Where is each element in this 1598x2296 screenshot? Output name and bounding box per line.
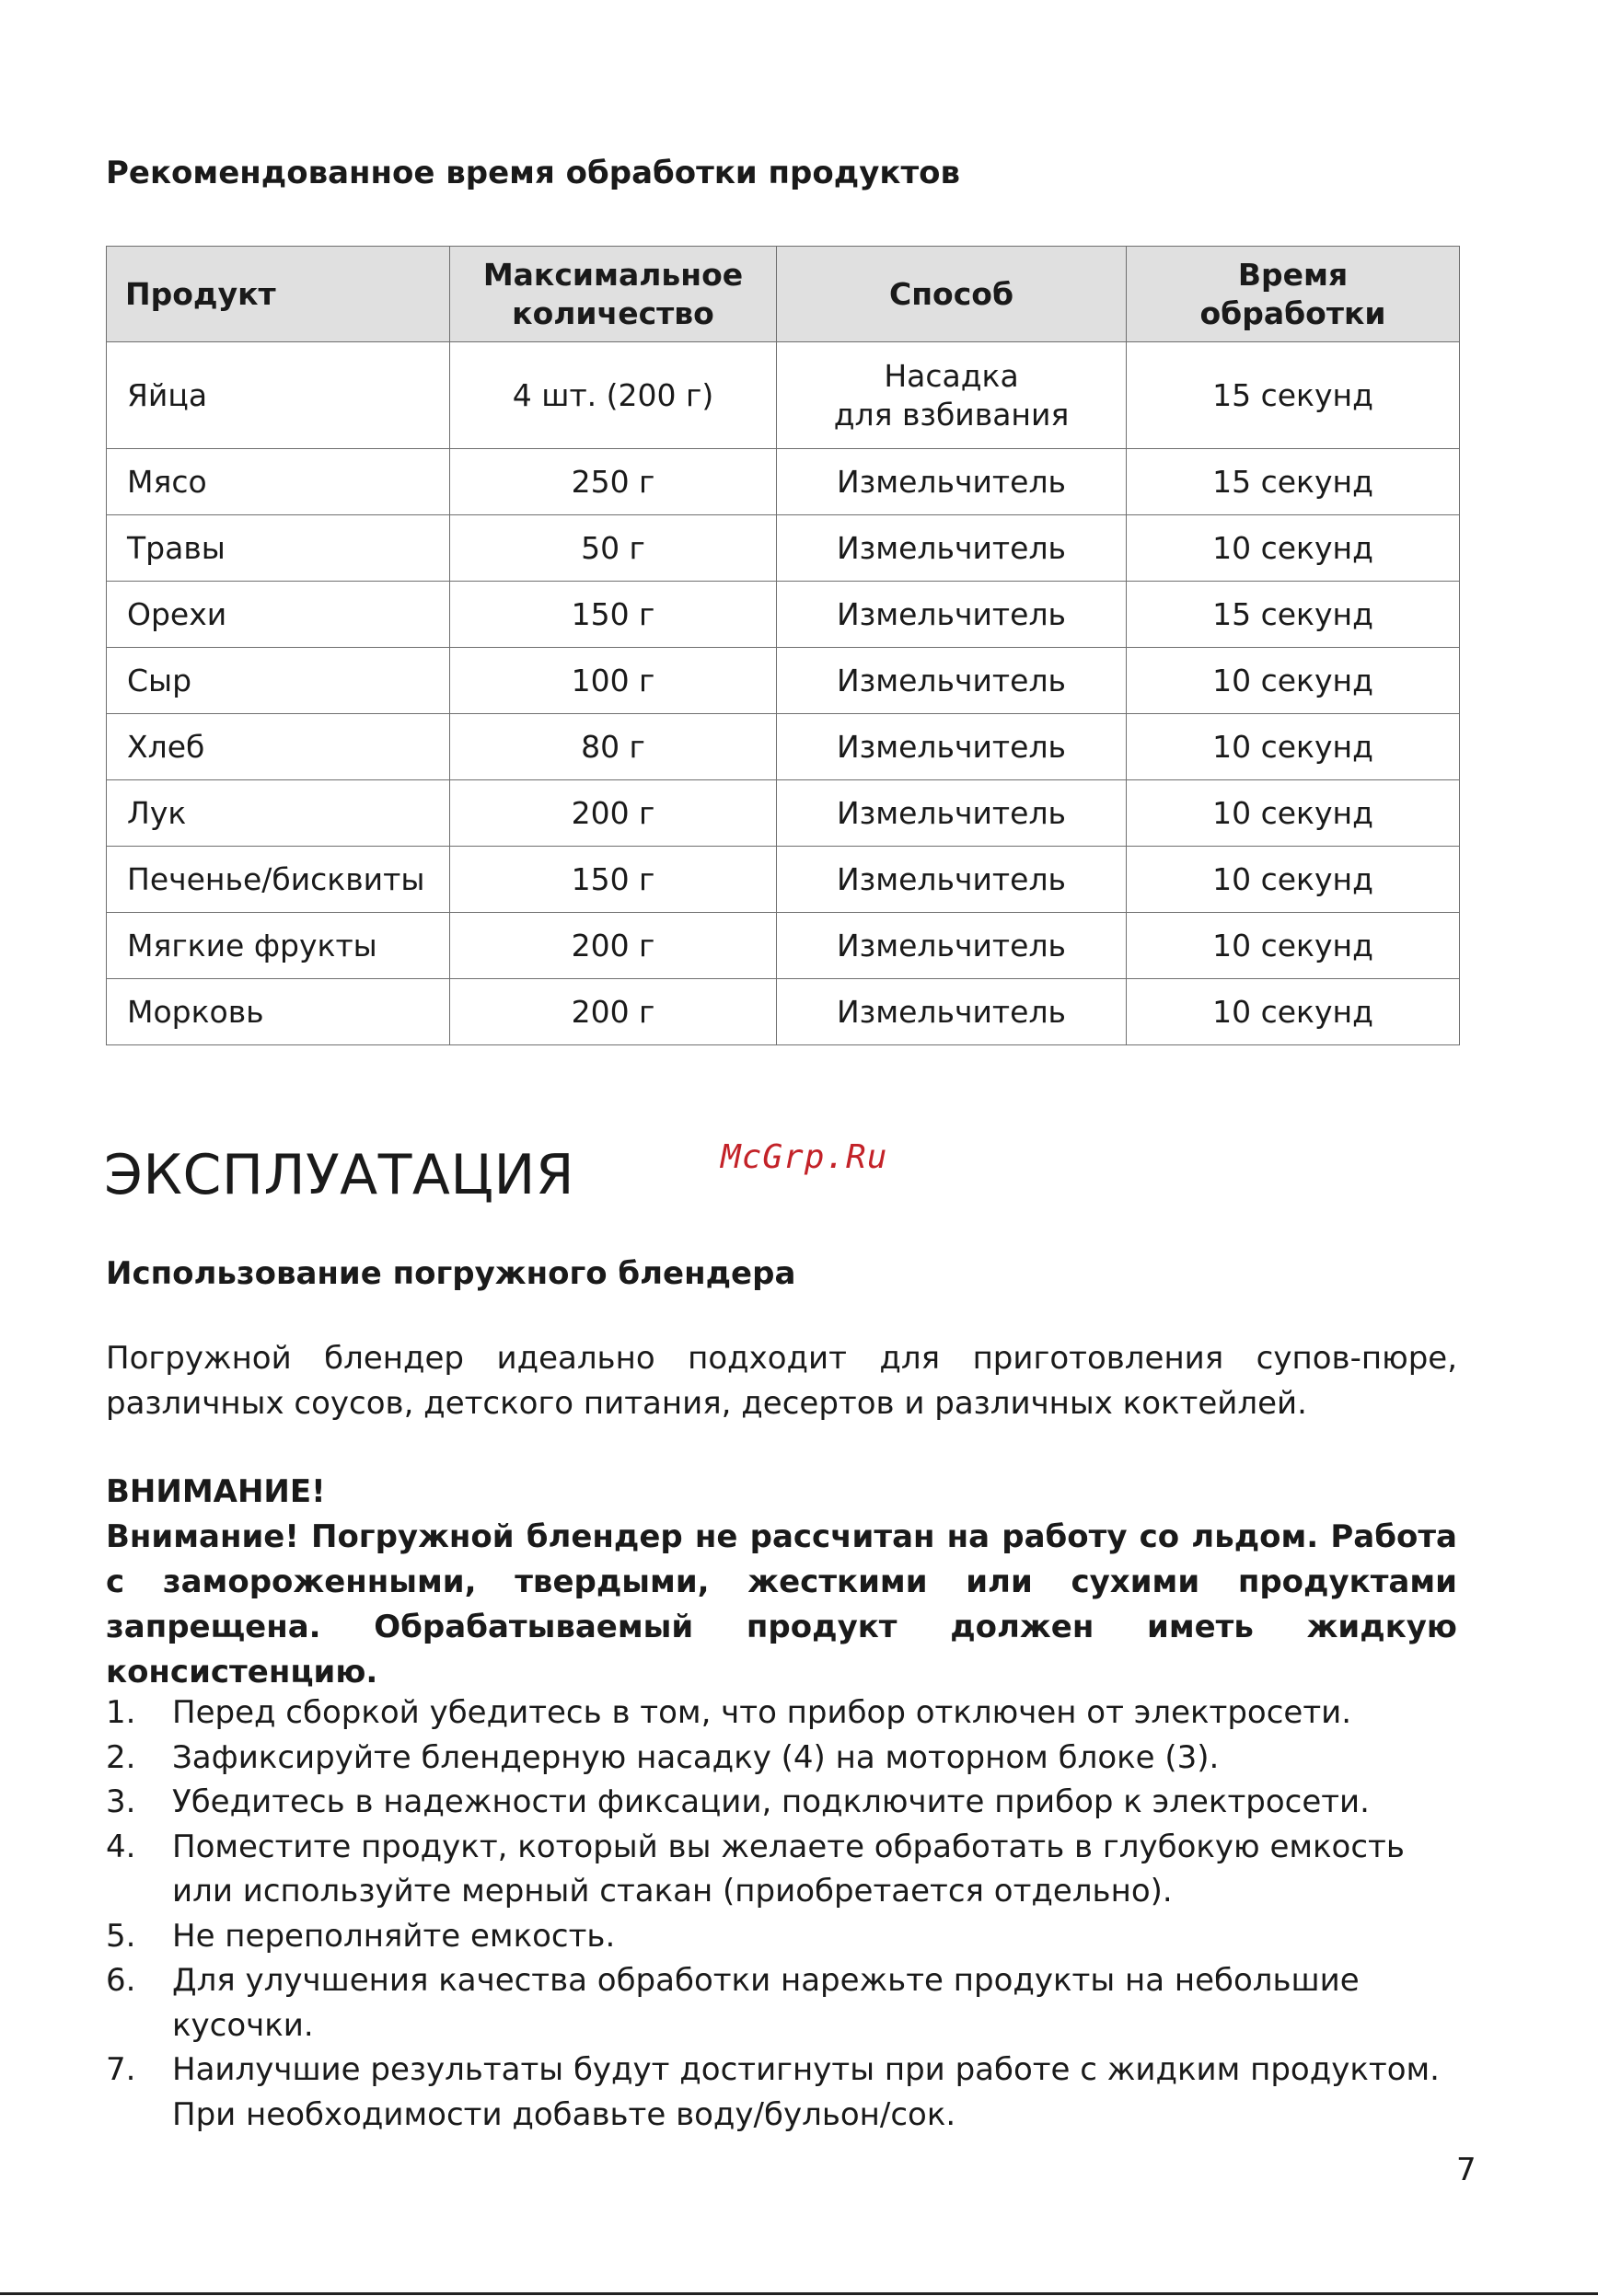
cell-time: 10 секунд: [1127, 648, 1460, 714]
cell-method: Измельчитель: [777, 582, 1127, 648]
list-item: [106, 1736, 1459, 1781]
table-header-row: [107, 247, 1460, 342]
step-text: Зафиксируйте блендерную насадку (4) на моторном блоке (3).: [172, 1738, 1220, 1776]
cell-product: Мясо: [107, 449, 450, 515]
cell-product: Хлеб: [107, 714, 450, 780]
cell-product: Мягкие фрукты: [107, 913, 450, 979]
cell-method: Измельчитель: [777, 515, 1127, 582]
column-header-max-amount: Максимальное количество: [450, 247, 777, 342]
cell-amount: 80 г: [450, 714, 777, 780]
cell-product: Печенье/бисквиты: [107, 847, 450, 913]
blender-usage-heading: Использование погружного блендера: [106, 1255, 796, 1292]
step-number: 4.: [106, 1828, 136, 1865]
cell-product: Травы: [107, 515, 450, 582]
watermark: McGrp.Ru: [721, 1138, 888, 1176]
cell-time: 10 секунд: [1127, 979, 1460, 1045]
warning-block: [106, 1470, 1457, 1695]
column-header-product: Продукт: [107, 247, 450, 342]
cell-method: Измельчитель: [777, 780, 1127, 847]
step-text: Поместите продукт, который вы желаете обработать в глубокую емкость или используйте мерный стакан (приобретается отдельно).: [172, 1828, 1405, 1909]
warning-title: ВНИМАНИЕ!: [106, 1473, 326, 1510]
table-row: [107, 847, 1460, 913]
instruction-steps: [106, 1690, 1459, 2137]
table-row: [107, 449, 1460, 515]
cell-method: Насадка для взбивания: [777, 342, 1127, 449]
intro-paragraph: Погружной блендер идеально подходит для приготовления супов-пюре, различных соусов, детского питания, десертов и различных коктейлей.: [106, 1340, 1457, 1422]
step-text: Перед сборкой убедитесь в том, что прибор отключен от электросети.: [172, 1694, 1352, 1731]
step-text: Наилучшие результаты будут достигнуты при работе с жидким продуктом. При необходимости добавьте воду/бульон/сок.: [172, 2051, 1440, 2133]
processing-time-heading: Рекомендованное время обработки продуктов: [106, 155, 961, 191]
step-text: Не переполняйте емкость.: [172, 1917, 616, 1955]
cell-method: Измельчитель: [777, 449, 1127, 515]
cell-amount: 200 г: [450, 913, 777, 979]
cell-product: Яйца: [107, 342, 450, 449]
cell-time: 10 секунд: [1127, 714, 1460, 780]
processing-time-table: [106, 246, 1460, 1045]
column-header-method: Способ: [777, 247, 1127, 342]
column-header-time: Время обработки: [1127, 247, 1460, 342]
step-number: 1.: [106, 1694, 136, 1731]
step-text: Для улучшения качества обработки нарежьте продукты на небольшие кусочки.: [172, 1962, 1360, 2044]
cell-time: 10 секунд: [1127, 780, 1460, 847]
list-item: [106, 1914, 1459, 1959]
cell-amount: 200 г: [450, 979, 777, 1045]
step-number: 2.: [106, 1738, 136, 1776]
cell-method: Измельчитель: [777, 847, 1127, 913]
cell-method: Измельчитель: [777, 979, 1127, 1045]
step-number: 3.: [106, 1783, 136, 1820]
cell-time: 15 секунд: [1127, 582, 1460, 648]
table-row: [107, 515, 1460, 582]
table-row: [107, 780, 1460, 847]
cell-time: 15 секунд: [1127, 342, 1460, 449]
cell-amount: 200 г: [450, 780, 777, 847]
table-row: [107, 979, 1460, 1045]
page-number: 7: [1456, 2152, 1476, 2188]
cell-time: 15 секунд: [1127, 449, 1460, 515]
step-number: 7.: [106, 2051, 136, 2088]
cell-amount: 150 г: [450, 582, 777, 648]
list-item: [106, 1780, 1459, 1825]
step-number: 6.: [106, 1962, 136, 1999]
table-row: [107, 714, 1460, 780]
cell-amount: 50 г: [450, 515, 777, 582]
cell-method: Измельчитель: [777, 913, 1127, 979]
cell-product: Морковь: [107, 979, 450, 1045]
cell-amount: 4 шт. (200 г): [450, 342, 777, 449]
operation-title: ЭКСПЛУАТАЦИЯ: [104, 1143, 575, 1207]
step-text: Убедитесь в надежности фиксации, подключите прибор к электросети.: [172, 1783, 1370, 1820]
cell-time: 10 секунд: [1127, 913, 1460, 979]
warning-text: Внимание! Погружной блендер не рассчитан на работу со льдом. Работа с замороженными, твердыми, жесткими или сухими продуктами запрещена. Обрабатываемый продукт должен иметь жидкую консистенцию.: [106, 1518, 1457, 1690]
step-number: 5.: [106, 1917, 136, 1955]
list-item: [106, 1825, 1459, 1914]
cell-method: Измельчитель: [777, 648, 1127, 714]
cell-time: 10 секунд: [1127, 515, 1460, 582]
list-item: [106, 1958, 1459, 2048]
cell-product: Сыр: [107, 648, 450, 714]
cell-amount: 100 г: [450, 648, 777, 714]
cell-time: 10 секунд: [1127, 847, 1460, 913]
cell-product: Лук: [107, 780, 450, 847]
cell-method: Измельчитель: [777, 714, 1127, 780]
cell-amount: 250 г: [450, 449, 777, 515]
list-item: [106, 1690, 1459, 1736]
table-row: [107, 342, 1460, 449]
table-row: [107, 582, 1460, 648]
table-row: [107, 648, 1460, 714]
cell-product: Орехи: [107, 582, 450, 648]
bottom-divider: [0, 2292, 1598, 2295]
list-item: [106, 2048, 1459, 2137]
table-row: [107, 913, 1460, 979]
cell-amount: 150 г: [450, 847, 777, 913]
